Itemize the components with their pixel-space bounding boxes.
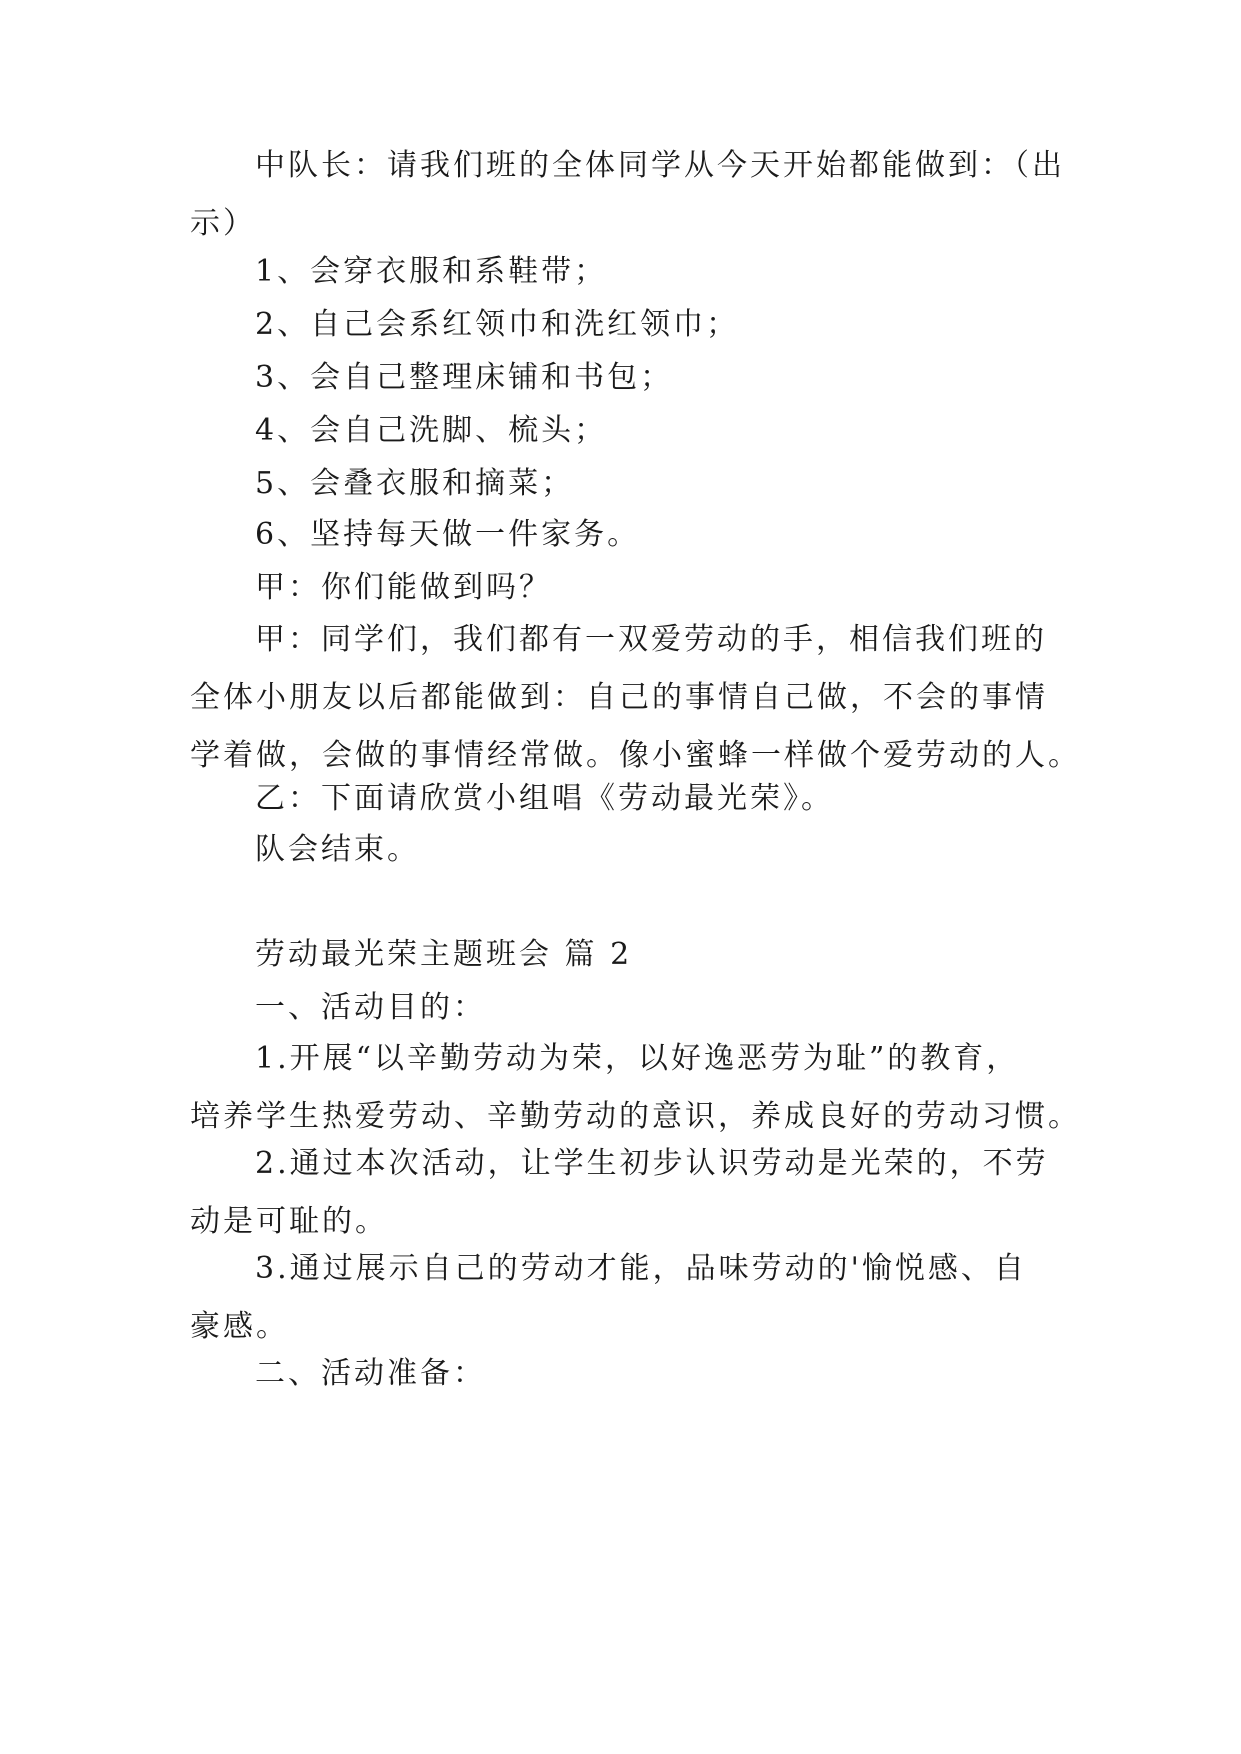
text-line: 劳动最光荣主题班会 篇 2 [255,937,633,972]
text-line: 6、坚持每天做一件家务。 [255,517,641,552]
heading-activity-goals [190,979,1050,1037]
text-line: 二、活动准备： [255,1356,486,1391]
text-line: 豪感。 [190,1309,289,1344]
list-item-1 [190,243,1050,301]
text-line: 示） [190,206,256,241]
goal-item-3 [190,1240,1050,1356]
heading-activity-preparation [190,1345,1050,1403]
section-heading-part2 [190,926,1050,984]
text-line: 培养学生热爱劳动、辛勤劳动的意识，养成良好的劳动习惯。 [190,1099,1081,1134]
text-line: 4、会自己洗脚、梳头； [255,413,608,448]
text-line: 中队长：请我们班的全体同学从今天开始都能做到：（出 [255,148,1065,183]
list-item-2 [190,296,1050,354]
list-item-4 [190,402,1050,460]
text-line: 乙：下面请欣赏小组唱《劳动最光荣》。 [255,781,834,816]
list-item-5 [190,455,1050,513]
text-line: 甲：同学们，我们都有一双爱劳动的手，相信我们班的 [255,622,1047,657]
paragraph-jia-speech [190,611,1081,785]
text-line: 1.开展“以辛勤劳动为荣，以好逸恶劳为耻”的教育， [255,1041,1020,1076]
text-line: 3.通过展示自己的劳动才能，品味劳动的'愉悦感、自 [255,1251,1027,1286]
text-line: 2、自己会系红领巾和洗红领巾； [255,307,740,342]
text-line: 全体小朋友以后都能做到：自己的事情自己做，不会的事情 [190,680,1048,715]
list-item-6 [190,506,1050,564]
text-line: 动是可耻的。 [190,1204,388,1239]
text-line: 学着做，会做的事情经常做。像小蜜蜂一样做个爱劳动的人。 [190,738,1081,773]
goal-item-1 [190,1030,1081,1146]
paragraph-meeting-end [190,821,1050,879]
list-item-3 [190,349,1050,407]
text-line: 1、会穿衣服和系鞋带； [255,254,608,289]
text-line: 5、会叠衣服和摘菜； [255,466,575,501]
text-line: 3、会自己整理床铺和书包； [255,360,674,395]
text-line: 2.通过本次活动，让学生初步认识劳动是光荣的，不劳 [255,1146,1049,1181]
paragraph-yi-speech [190,770,1050,828]
paragraph-jia-question [190,559,1050,617]
text-line: 一、活动目的： [255,990,486,1025]
text-line: 甲：你们能做到吗？ [255,570,552,605]
goal-item-2 [190,1135,1050,1251]
text-line: 队会结束。 [255,832,420,867]
paragraph-squad-leader [190,137,1065,253]
